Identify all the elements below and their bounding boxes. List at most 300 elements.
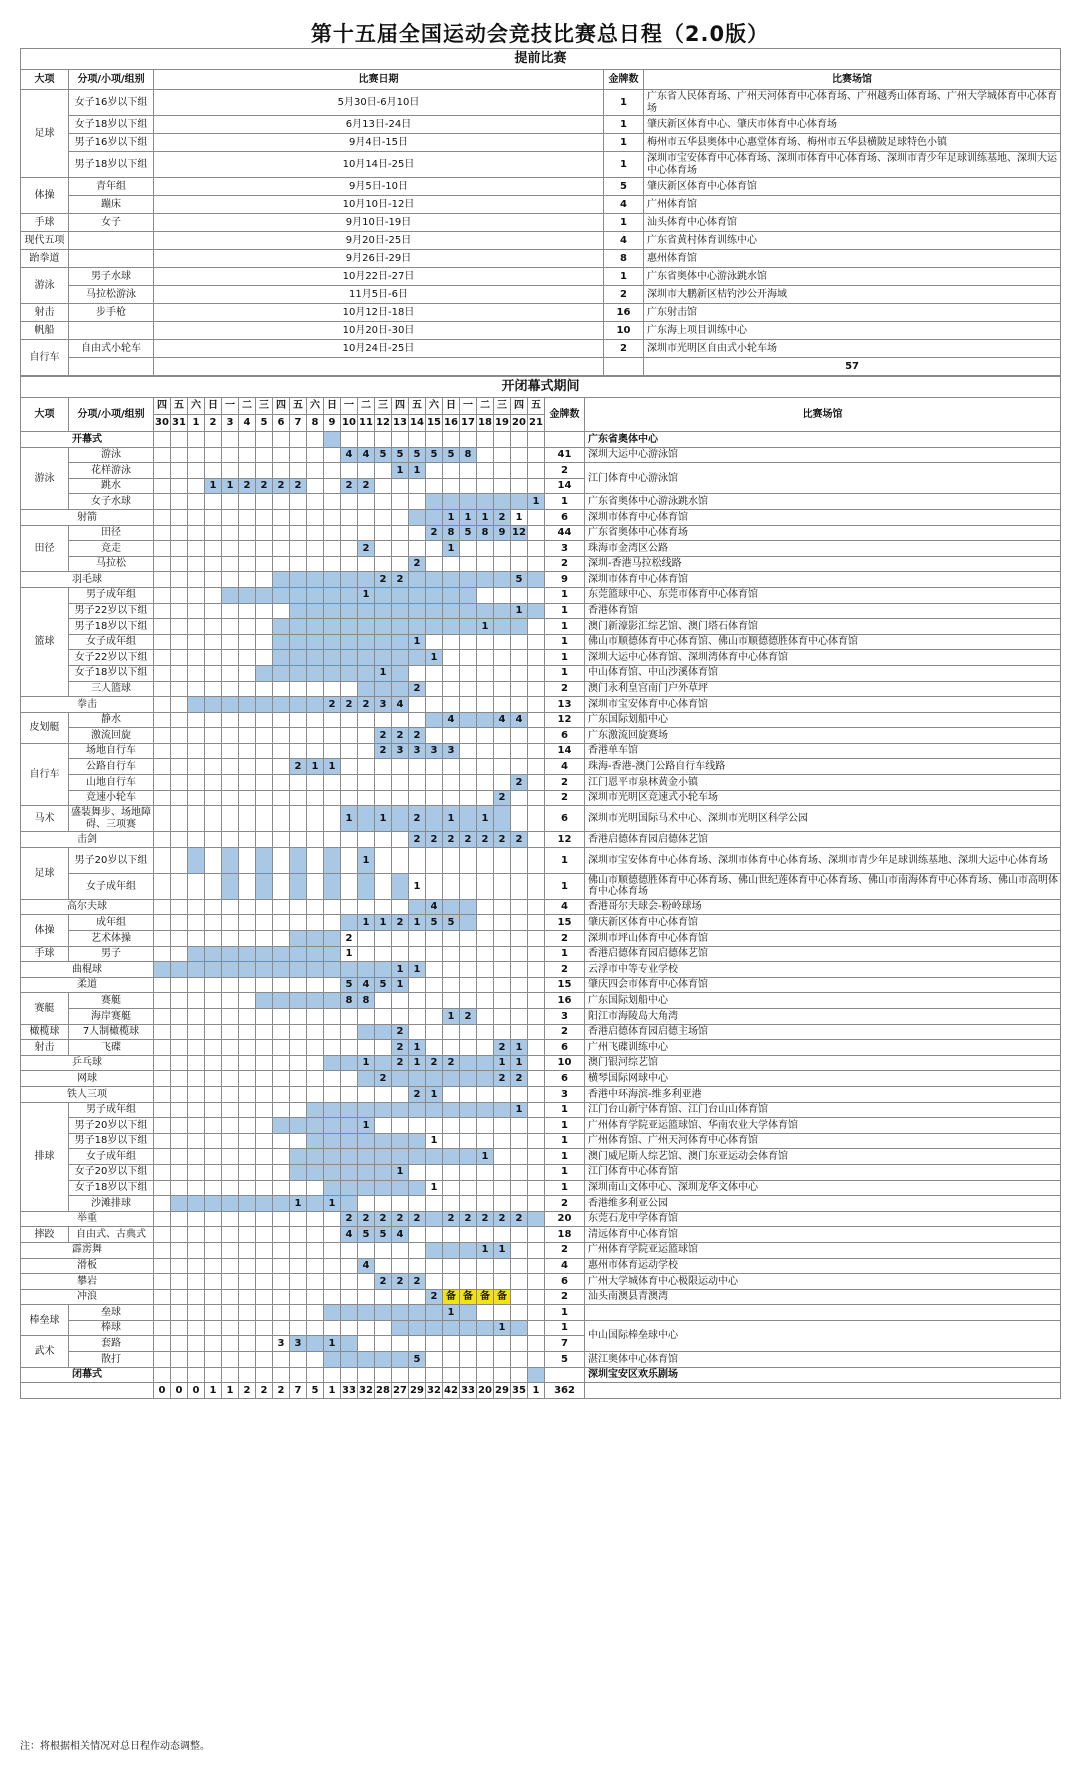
main-medal-cell: 13 xyxy=(545,697,585,713)
main-medal-cell: 2 xyxy=(545,556,585,572)
pre-date-cell: 5月30日-6月10日 xyxy=(154,90,604,116)
main-sport-cell: 手球 xyxy=(21,946,69,962)
day-cell xyxy=(426,478,443,494)
day-cell xyxy=(307,1336,324,1352)
day-cell xyxy=(222,556,239,572)
pre-event-cell: 男子水球 xyxy=(69,268,154,286)
day-cell: 8 xyxy=(341,993,358,1009)
day-cell xyxy=(477,931,494,947)
pre-medal-cell: 16 xyxy=(604,304,644,322)
main-venue-cell: 东莞石龙中学体育馆 xyxy=(585,1211,1061,1227)
day-cell xyxy=(205,463,222,479)
daily-total-cell: 32 xyxy=(426,1383,443,1399)
day-cell xyxy=(205,541,222,557)
day-cell xyxy=(443,931,460,947)
day-cell xyxy=(324,993,341,1009)
day-cell xyxy=(358,728,375,744)
day-cell xyxy=(341,1336,358,1352)
day-cell xyxy=(341,603,358,619)
page-title: 第十五届全国运动会竞技比赛总日程（2.0版） xyxy=(310,22,770,46)
day-cell xyxy=(256,634,273,650)
day-cell xyxy=(273,832,290,848)
day-cell xyxy=(256,743,273,759)
day-cell xyxy=(460,603,477,619)
daily-total-cell: 1 xyxy=(205,1383,222,1399)
pre-date-cell: 10月20日-30日 xyxy=(154,322,604,340)
day-cell xyxy=(239,432,256,448)
day-cell xyxy=(426,1009,443,1025)
main-row xyxy=(21,1352,1061,1368)
main-venue-cell: 澳门永利皇宫南门户外草坪 xyxy=(585,681,1061,697)
day-cell xyxy=(188,556,205,572)
day-cell xyxy=(409,572,426,588)
day-cell xyxy=(494,977,511,993)
day-cell xyxy=(205,619,222,635)
weekday-cell: 二 xyxy=(239,398,256,415)
day-cell xyxy=(154,1336,171,1352)
main-medal-cell: 6 xyxy=(545,1040,585,1056)
day-cell: 4 xyxy=(494,712,511,728)
main-venue-cell: 肇庆新区体育中心体育馆 xyxy=(585,915,1061,931)
day-cell xyxy=(256,1086,273,1102)
pre-header-sport: 大项 xyxy=(21,70,69,90)
main-row xyxy=(21,775,1061,791)
main-sport-cell: 击剑 xyxy=(21,832,154,848)
day-cell xyxy=(239,541,256,557)
main-sport-cell: 橄榄球 xyxy=(21,1024,69,1040)
pre-date-cell: 9月5日-10日 xyxy=(154,178,604,196)
main-medal-cell: 2 xyxy=(545,931,585,947)
day-cell xyxy=(290,899,307,915)
main-row xyxy=(21,712,1061,728)
day-cell xyxy=(341,665,358,681)
main-event-cell: 盛装舞步、场地障碍、三项赛 xyxy=(69,806,154,832)
day-cell xyxy=(256,1352,273,1368)
day-cell xyxy=(239,697,256,713)
day-cell xyxy=(477,1320,494,1336)
day-cell xyxy=(154,681,171,697)
day-cell xyxy=(358,509,375,525)
day-cell xyxy=(528,650,545,666)
main-medal-cell: 2 xyxy=(545,463,585,479)
day-cell xyxy=(426,1024,443,1040)
day-cell xyxy=(154,509,171,525)
day-cell xyxy=(222,665,239,681)
day-cell xyxy=(154,1320,171,1336)
day-cell xyxy=(222,899,239,915)
day-cell xyxy=(273,603,290,619)
day-cell xyxy=(494,697,511,713)
weekday-cell: 日 xyxy=(205,398,222,415)
daily-total-cell: 28 xyxy=(375,1383,392,1399)
day-cell xyxy=(171,832,188,848)
day-cell xyxy=(188,832,205,848)
day-cell xyxy=(409,1367,426,1383)
pre-date-cell: 9月20日-25日 xyxy=(154,232,604,250)
day-cell xyxy=(409,541,426,557)
day-cell: 2 xyxy=(494,509,511,525)
day-cell xyxy=(239,1289,256,1305)
day-cell xyxy=(375,1055,392,1071)
day-cell xyxy=(392,899,409,915)
day-cell xyxy=(205,832,222,848)
day-cell xyxy=(443,847,460,873)
day-cell xyxy=(358,832,375,848)
day-cell xyxy=(392,873,409,899)
day-cell xyxy=(477,494,494,510)
main-event-cell: 马拉松 xyxy=(69,556,154,572)
day-cell xyxy=(154,977,171,993)
day-cell xyxy=(307,572,324,588)
day-cell xyxy=(171,619,188,635)
day-cell xyxy=(222,1086,239,1102)
main-medal-cell: 7 xyxy=(545,1336,585,1352)
day-cell xyxy=(273,931,290,947)
day-cell: 5 xyxy=(511,572,528,588)
main-row xyxy=(21,1055,1061,1071)
main-medal-cell: 14 xyxy=(545,478,585,494)
day-cell xyxy=(256,1071,273,1087)
main-medal-cell xyxy=(545,1367,585,1383)
day-cell xyxy=(154,463,171,479)
day-cell xyxy=(171,873,188,899)
day-cell xyxy=(460,1118,477,1134)
main-event-cell: 散打 xyxy=(69,1352,154,1368)
day-cell xyxy=(426,790,443,806)
day-cell xyxy=(460,759,477,775)
day-cell xyxy=(460,775,477,791)
main-row xyxy=(21,447,1061,463)
day-cell xyxy=(358,962,375,978)
day-cell xyxy=(188,587,205,603)
day-cell xyxy=(324,525,341,541)
day-cell xyxy=(222,1305,239,1321)
day-cell xyxy=(324,1071,341,1087)
day-cell xyxy=(375,587,392,603)
day-cell xyxy=(324,790,341,806)
date-cell: 11 xyxy=(358,415,375,432)
day-cell xyxy=(511,759,528,775)
day-cell xyxy=(171,697,188,713)
day-cell xyxy=(154,1196,171,1212)
main-event-cell: 女子18岁以下组 xyxy=(69,665,154,681)
day-cell xyxy=(460,946,477,962)
day-cell xyxy=(511,1367,528,1383)
day-cell xyxy=(409,1320,426,1336)
day-cell xyxy=(494,447,511,463)
day-cell xyxy=(307,832,324,848)
day-cell: 2 xyxy=(358,1211,375,1227)
main-row xyxy=(21,572,1061,588)
day-cell xyxy=(222,432,239,448)
day-cell xyxy=(256,1149,273,1165)
date-cell: 13 xyxy=(392,415,409,432)
day-cell xyxy=(188,541,205,557)
day-cell xyxy=(409,712,426,728)
day-cell xyxy=(188,1211,205,1227)
main-medal-cell: 18 xyxy=(545,1227,585,1243)
day-cell xyxy=(205,931,222,947)
day-cell: 8 xyxy=(477,525,494,541)
day-cell xyxy=(324,1274,341,1290)
pre-row xyxy=(21,268,1061,286)
day-cell xyxy=(290,790,307,806)
day-cell xyxy=(494,1149,511,1165)
day-cell xyxy=(443,432,460,448)
day-cell xyxy=(392,1196,409,1212)
main-medal-cell: 4 xyxy=(545,899,585,915)
main-venue-cell: 深圳市宝安体育中心体育场、深圳市体育中心体育场、深圳市青少年足球训练基地、深圳大运中心体育场 xyxy=(585,847,1061,873)
day-cell xyxy=(392,1336,409,1352)
day-cell xyxy=(205,509,222,525)
day-cell: 1 xyxy=(426,650,443,666)
day-cell xyxy=(239,1133,256,1149)
day-cell xyxy=(307,915,324,931)
main-medal-cell: 1 xyxy=(545,847,585,873)
weekday-cell: 二 xyxy=(477,398,494,415)
day-cell xyxy=(256,541,273,557)
day-cell xyxy=(307,775,324,791)
day-cell xyxy=(256,931,273,947)
day-cell xyxy=(341,1149,358,1165)
day-cell xyxy=(307,1320,324,1336)
main-row xyxy=(21,1211,1061,1227)
main-medal-cell xyxy=(545,432,585,448)
day-cell xyxy=(205,681,222,697)
day-cell xyxy=(528,1180,545,1196)
day-cell xyxy=(154,634,171,650)
day-cell xyxy=(171,712,188,728)
day-cell: 5 xyxy=(443,915,460,931)
day-cell xyxy=(460,847,477,873)
main-medal-cell: 1 xyxy=(545,634,585,650)
main-row xyxy=(21,993,1061,1009)
date-cell: 17 xyxy=(460,415,477,432)
main-medal-cell: 1 xyxy=(545,603,585,619)
day-cell: 1 xyxy=(443,1305,460,1321)
day-cell xyxy=(528,931,545,947)
day-cell xyxy=(511,977,528,993)
day-cell xyxy=(171,790,188,806)
daily-total-cell: 1 xyxy=(528,1383,545,1399)
day-cell xyxy=(528,1227,545,1243)
day-cell xyxy=(307,1352,324,1368)
daily-total-cell: 2 xyxy=(239,1383,256,1399)
day-cell xyxy=(392,541,409,557)
day-cell xyxy=(528,977,545,993)
day-cell xyxy=(171,1367,188,1383)
day-cell xyxy=(409,1227,426,1243)
day-cell xyxy=(426,1211,443,1227)
day-cell xyxy=(273,847,290,873)
day-cell xyxy=(188,634,205,650)
day-cell xyxy=(477,899,494,915)
day-cell xyxy=(392,1118,409,1134)
day-cell xyxy=(409,1305,426,1321)
day-cell: 5 xyxy=(460,525,477,541)
day-cell: 备 xyxy=(443,1289,460,1305)
main-venue-cell: 广东省奥体中心游泳跳水馆 xyxy=(585,494,1061,510)
day-cell xyxy=(154,806,171,832)
day-cell xyxy=(290,1071,307,1087)
day-cell xyxy=(222,697,239,713)
day-cell xyxy=(341,681,358,697)
day-cell xyxy=(256,1320,273,1336)
day-cell xyxy=(171,977,188,993)
schedule-frame xyxy=(20,48,1060,1399)
day-cell xyxy=(222,1289,239,1305)
day-cell xyxy=(511,681,528,697)
day-cell xyxy=(290,1242,307,1258)
day-cell xyxy=(256,1258,273,1274)
day-cell xyxy=(358,806,375,832)
day-cell xyxy=(426,1320,443,1336)
day-cell xyxy=(188,1242,205,1258)
day-cell xyxy=(222,1133,239,1149)
day-cell xyxy=(375,1118,392,1134)
date-cell: 4 xyxy=(239,415,256,432)
main-medal-cell: 3 xyxy=(545,1009,585,1025)
day-cell xyxy=(460,1196,477,1212)
day-cell xyxy=(392,1289,409,1305)
main-event-cell: 花样游泳 xyxy=(69,463,154,479)
day-cell xyxy=(358,759,375,775)
day-cell xyxy=(477,1164,494,1180)
day-cell xyxy=(205,915,222,931)
day-cell xyxy=(239,915,256,931)
day-cell xyxy=(494,1305,511,1321)
day-cell xyxy=(239,1149,256,1165)
day-cell xyxy=(188,509,205,525)
day-cell xyxy=(341,1305,358,1321)
day-cell xyxy=(239,1118,256,1134)
day-cell xyxy=(443,1164,460,1180)
day-cell xyxy=(528,1242,545,1258)
day-cell xyxy=(409,1180,426,1196)
day-cell xyxy=(409,1149,426,1165)
day-cell xyxy=(392,931,409,947)
day-cell xyxy=(511,1258,528,1274)
day-cell xyxy=(239,1305,256,1321)
day-cell xyxy=(307,806,324,832)
day-cell xyxy=(341,1352,358,1368)
pre-medal-cell: 1 xyxy=(604,90,644,116)
day-cell xyxy=(460,1367,477,1383)
day-cell xyxy=(154,619,171,635)
day-cell xyxy=(154,790,171,806)
day-cell xyxy=(205,572,222,588)
date-cell: 8 xyxy=(307,415,324,432)
day-cell xyxy=(375,775,392,791)
day-cell xyxy=(290,712,307,728)
day-cell xyxy=(375,1102,392,1118)
day-cell xyxy=(392,556,409,572)
day-cell xyxy=(392,712,409,728)
main-venue-cell: 广东国际划船中心 xyxy=(585,712,1061,728)
main-event-cell: 男子22岁以下组 xyxy=(69,603,154,619)
day-cell xyxy=(290,915,307,931)
main-row xyxy=(21,728,1061,744)
main-header-venue: 比赛场馆 xyxy=(585,398,1061,432)
day-cell xyxy=(409,509,426,525)
day-cell: 1 xyxy=(528,494,545,510)
day-cell xyxy=(273,1196,290,1212)
main-sport-cell: 游泳 xyxy=(21,447,69,509)
day-cell xyxy=(528,743,545,759)
day-cell xyxy=(392,525,409,541)
day-cell xyxy=(324,931,341,947)
main-event-cell: 自由式、古典式 xyxy=(69,1227,154,1243)
main-medal-cell: 1 xyxy=(545,494,585,510)
day-cell xyxy=(477,790,494,806)
day-cell xyxy=(494,1336,511,1352)
day-cell xyxy=(273,915,290,931)
day-cell: 5 xyxy=(375,977,392,993)
pre-event-cell xyxy=(69,232,154,250)
day-cell xyxy=(341,847,358,873)
day-cell xyxy=(256,899,273,915)
day-cell xyxy=(324,806,341,832)
day-cell xyxy=(324,463,341,479)
day-cell xyxy=(341,1118,358,1134)
day-cell xyxy=(511,1227,528,1243)
day-cell xyxy=(494,634,511,650)
day-cell xyxy=(188,962,205,978)
day-cell xyxy=(324,1133,341,1149)
day-cell xyxy=(273,697,290,713)
day-cell xyxy=(307,728,324,744)
day-cell xyxy=(290,665,307,681)
day-cell xyxy=(341,541,358,557)
day-cell xyxy=(392,790,409,806)
main-row xyxy=(21,806,1061,832)
day-cell: 2 xyxy=(460,1009,477,1025)
main-medal-cell: 4 xyxy=(545,759,585,775)
day-cell xyxy=(477,1102,494,1118)
day-cell xyxy=(477,977,494,993)
day-cell: 2 xyxy=(392,1024,409,1040)
day-cell xyxy=(171,1289,188,1305)
day-cell: 1 xyxy=(494,1320,511,1336)
day-cell xyxy=(375,759,392,775)
day-cell xyxy=(426,847,443,873)
day-cell xyxy=(494,681,511,697)
day-cell xyxy=(154,946,171,962)
day-cell xyxy=(324,1009,341,1025)
day-cell xyxy=(171,775,188,791)
day-cell xyxy=(426,634,443,650)
day-cell xyxy=(188,743,205,759)
day-cell xyxy=(494,993,511,1009)
day-cell xyxy=(290,463,307,479)
day-cell xyxy=(341,650,358,666)
day-cell xyxy=(290,873,307,899)
day-cell xyxy=(188,931,205,947)
day-cell xyxy=(494,1227,511,1243)
day-cell xyxy=(443,873,460,899)
day-cell xyxy=(460,712,477,728)
day-cell xyxy=(222,572,239,588)
day-cell xyxy=(239,775,256,791)
day-cell xyxy=(375,634,392,650)
day-cell xyxy=(171,1211,188,1227)
day-cell xyxy=(256,1274,273,1290)
day-cell xyxy=(256,603,273,619)
day-cell xyxy=(426,681,443,697)
day-cell xyxy=(273,962,290,978)
day-cell xyxy=(426,556,443,572)
day-cell xyxy=(205,1305,222,1321)
